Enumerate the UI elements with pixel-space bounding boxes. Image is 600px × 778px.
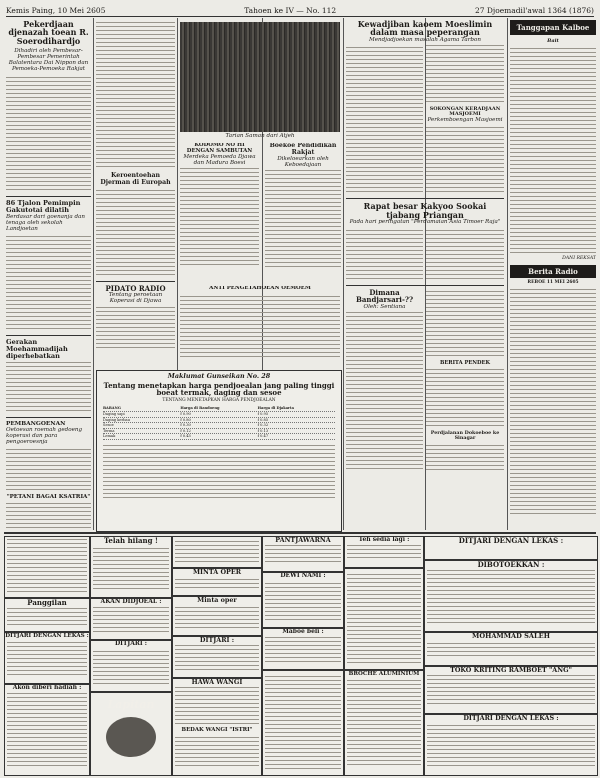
table-cell: f 0.85	[257, 417, 269, 422]
article-body	[426, 45, 504, 105]
ad-box	[4, 632, 90, 684]
ad-box	[262, 536, 344, 572]
ad-box	[172, 678, 262, 776]
ad-title: HAWA WANGI	[191, 678, 243, 686]
table-cell: f 0.80	[180, 417, 191, 422]
article-lead: Dikeloearkan oleh Keboedajaan	[277, 156, 329, 168]
ad-title: Minta oper	[197, 596, 237, 604]
ads-divider	[4, 532, 596, 534]
article-title: PIDATO RADIO	[105, 284, 166, 293]
ad-title: Panggilan	[27, 598, 67, 607]
announcement-title: Tentang menetapkan harga pendjoealan jang paling tinggi boeat termak, daging dan sesoe	[103, 380, 335, 398]
table-cell: Daging sapi	[103, 412, 125, 416]
article-title: Gerakan Moehammadijah diperhebatkan	[6, 338, 68, 360]
article-body	[6, 447, 91, 493]
ad-title: DITJARI :	[199, 636, 235, 644]
table-cell: Lemak	[103, 434, 116, 439]
article-lead: Perkemboengan Masjoemi	[427, 117, 503, 124]
ad-box	[172, 636, 262, 678]
sidebar-body	[510, 46, 596, 256]
ad-title: Akon diberi hadiah :	[12, 684, 82, 691]
article-body	[346, 312, 423, 472]
table-cell: f 0.13	[257, 428, 269, 433]
ad-box	[172, 536, 262, 568]
table-cell: Terma	[103, 428, 115, 433]
ad-box	[262, 572, 344, 628]
photo-caption-row	[180, 133, 340, 141]
table-cell: f 0.32	[257, 423, 269, 428]
article-body	[426, 227, 504, 282]
radio-date: REBOE 11 MEI 2605	[527, 280, 579, 285]
article-lead: Tentang peroetaan Koperasi di Djawa	[108, 292, 163, 305]
ad-title: PANTJAWARNA	[275, 536, 331, 544]
ad-title: DITJARI :	[114, 640, 148, 647]
article-block	[180, 286, 340, 366]
article-lead: Mendjadjoekan masalah Agama Tarbon	[369, 36, 481, 43]
article-title: Pekerdjaan djenazah toean R. Soerodihardjo	[8, 20, 89, 46]
photo-caption: Tarian Saman dari Atjeh	[225, 133, 295, 139]
ad-box	[172, 596, 262, 636]
article-lead: Oetoesan roemah gedoeng koperasi dan para pengoeroesnja	[6, 426, 83, 445]
announcement-body	[103, 443, 335, 501]
ad-title: DEWI NAMI :	[280, 572, 326, 579]
article-title: Kewadjiban kaoem Moeslimin dalam masa peperangan	[357, 20, 493, 38]
masthead-issue: Tahoen ke IV — No. 112	[244, 5, 337, 15]
ad-title: MINTA OPER	[192, 568, 242, 576]
ad-box	[4, 536, 90, 598]
column-rule	[507, 18, 508, 530]
sidebar-title: Tanggapan Kalboe	[510, 20, 596, 35]
article-title: Boekoe Pendidikan Rakjat	[269, 143, 337, 156]
article-lead: Merdeka Pemoeda Djawa dan Madura Boesi	[183, 154, 256, 167]
ad-title: DITJARI DENGAN LEKAS :	[5, 633, 89, 639]
announcement-subtitle: TENTANG MENETAPKAN HARGA PENDJOEALAN	[162, 398, 276, 404]
gunseikan-announcement	[96, 370, 342, 532]
ad-title: Maboe beli :	[282, 628, 324, 635]
ad-title: AKAN DIDJOEAL :	[100, 598, 162, 605]
column-3	[180, 143, 259, 283]
ad-box	[424, 632, 598, 666]
article-lead: Pada hari peringatan "Perdamaian Asia Timoer Raja"	[349, 219, 501, 226]
article-title: KODOMO NO HI DENGAN SAMBUTAN	[186, 143, 253, 154]
announcement-head: Maklumat Gunseikan No. 28	[167, 372, 271, 380]
table-cell: f 0.12	[180, 428, 191, 433]
ad-box	[344, 670, 424, 776]
table-header-cell: Harga di Djakarta	[257, 406, 294, 411]
ad-box	[90, 598, 172, 640]
article-lead: Dihadiri oleh Pembesar-Pembesar Pemerintah Balatentara Dai Nippon dan Pemoeka-Pemoeka Rakjat	[8, 48, 89, 73]
article-lead: Oleh: Sentiana	[363, 303, 406, 310]
ad-box	[424, 666, 598, 714]
sidebar-heading: Bait	[547, 38, 559, 44]
ad-title: DITJARI DENGAN LEKAS :	[458, 536, 564, 545]
ad-title: TOKO KRITING RAMBOET "ANG"	[450, 666, 572, 674]
table-cell: f 0.30	[180, 423, 191, 428]
radio-schedule	[510, 287, 596, 517]
ad-title: DIBOTOEKKAN :	[477, 560, 545, 569]
masthead-hijri-date: 27 Djoemadil'awal 1364 (1876)	[474, 5, 594, 15]
ad-title: DITJARI DENGAN LEKAS :	[463, 714, 559, 722]
ad-box	[344, 536, 424, 568]
ad-box	[344, 568, 424, 670]
article-title: ANTI PENGETAHOEAN OEMOEM	[209, 286, 311, 291]
article-title: Keroentoehan Djerman di Europah	[100, 172, 171, 186]
masthead-date: Kemis Paing, 10 Mei 2605	[6, 5, 106, 15]
ad-title: MOHAMMAD SALEH	[472, 632, 550, 640]
sidebar-column	[510, 20, 596, 530]
lapitan-ad	[90, 692, 172, 776]
article-body	[180, 168, 259, 268]
ad-title: Teh sedia lagi :	[358, 536, 410, 543]
article-lead: Berdasar dari goenanja dan tenaga oleh sekolah Landjoetan	[6, 214, 85, 233]
ad-box	[424, 714, 598, 776]
price-table	[103, 406, 335, 440]
ad-box	[90, 536, 172, 598]
article-body	[6, 75, 91, 193]
article-body	[426, 369, 504, 429]
article-title: PEMBANGOENAN	[6, 420, 66, 427]
radio-title: Berita Radio	[510, 265, 596, 278]
article-title: 86 Tjalon Pemimpin Gakutotai dilatih	[6, 199, 81, 215]
column-4	[265, 143, 341, 283]
ad-box	[90, 640, 172, 692]
ad-box	[424, 536, 598, 560]
article-body	[426, 443, 504, 473]
ad-box	[4, 684, 90, 776]
article-title: Dimana Bandjarsari-??	[355, 288, 414, 305]
article-body	[6, 503, 91, 530]
article-body	[6, 362, 91, 414]
masthead	[6, 4, 594, 17]
column-rule	[343, 18, 344, 530]
ad-title: Lapitan	[107, 698, 155, 711]
table-header-cell: Harga di Bandoeng	[180, 406, 220, 411]
ad-box	[172, 568, 262, 596]
article-body	[96, 188, 175, 278]
article-body	[426, 289, 504, 359]
article-body	[265, 170, 341, 270]
article-title: BERITA PENDEK	[439, 360, 491, 367]
table-cell: Sesoe	[103, 423, 114, 428]
article-title: Rapat besar Kakyoo Sookai tjabang Priangan	[363, 201, 487, 220]
column-5-6	[346, 20, 504, 530]
table-header-cell: BARANG	[103, 406, 121, 411]
column-rule	[93, 18, 94, 530]
table-cell: Daging kerbau	[103, 417, 131, 422]
table-cell: f 0.90	[180, 412, 191, 416]
table-cell: f 0.45	[180, 434, 191, 439]
sidebar-author: DANI REKSAT	[562, 256, 596, 261]
article-title: Perdjalanan Dokoeboe ke Sinagar	[430, 429, 500, 441]
ad-box	[4, 598, 90, 632]
ad-title: BROCHE ALUMINIUM	[348, 671, 420, 677]
table-cell: f 0.47	[257, 434, 269, 439]
article-body	[346, 227, 423, 282]
news-photo	[180, 22, 340, 132]
table-cell: f 0.95	[257, 412, 269, 416]
ad-title: BEDAK WANGI "ISTRI"	[181, 727, 253, 734]
article-body	[180, 294, 340, 360]
ad-box	[262, 628, 344, 670]
table-row	[103, 434, 335, 440]
article-title: SOKONGAN KERADJAAN MASJOEMI	[429, 105, 501, 118]
product-illustration	[106, 717, 156, 757]
article-body	[96, 20, 175, 170]
column-1	[6, 20, 91, 530]
article-body	[346, 45, 423, 195]
article-body	[426, 125, 504, 195]
article-body	[96, 306, 175, 351]
ad-box	[424, 560, 598, 632]
article-title: "PETANI BAGAI KSATRIA"	[6, 493, 91, 500]
article-body	[6, 234, 91, 332]
ad-box	[262, 670, 344, 776]
ad-title: Telah hilang !	[103, 536, 159, 545]
